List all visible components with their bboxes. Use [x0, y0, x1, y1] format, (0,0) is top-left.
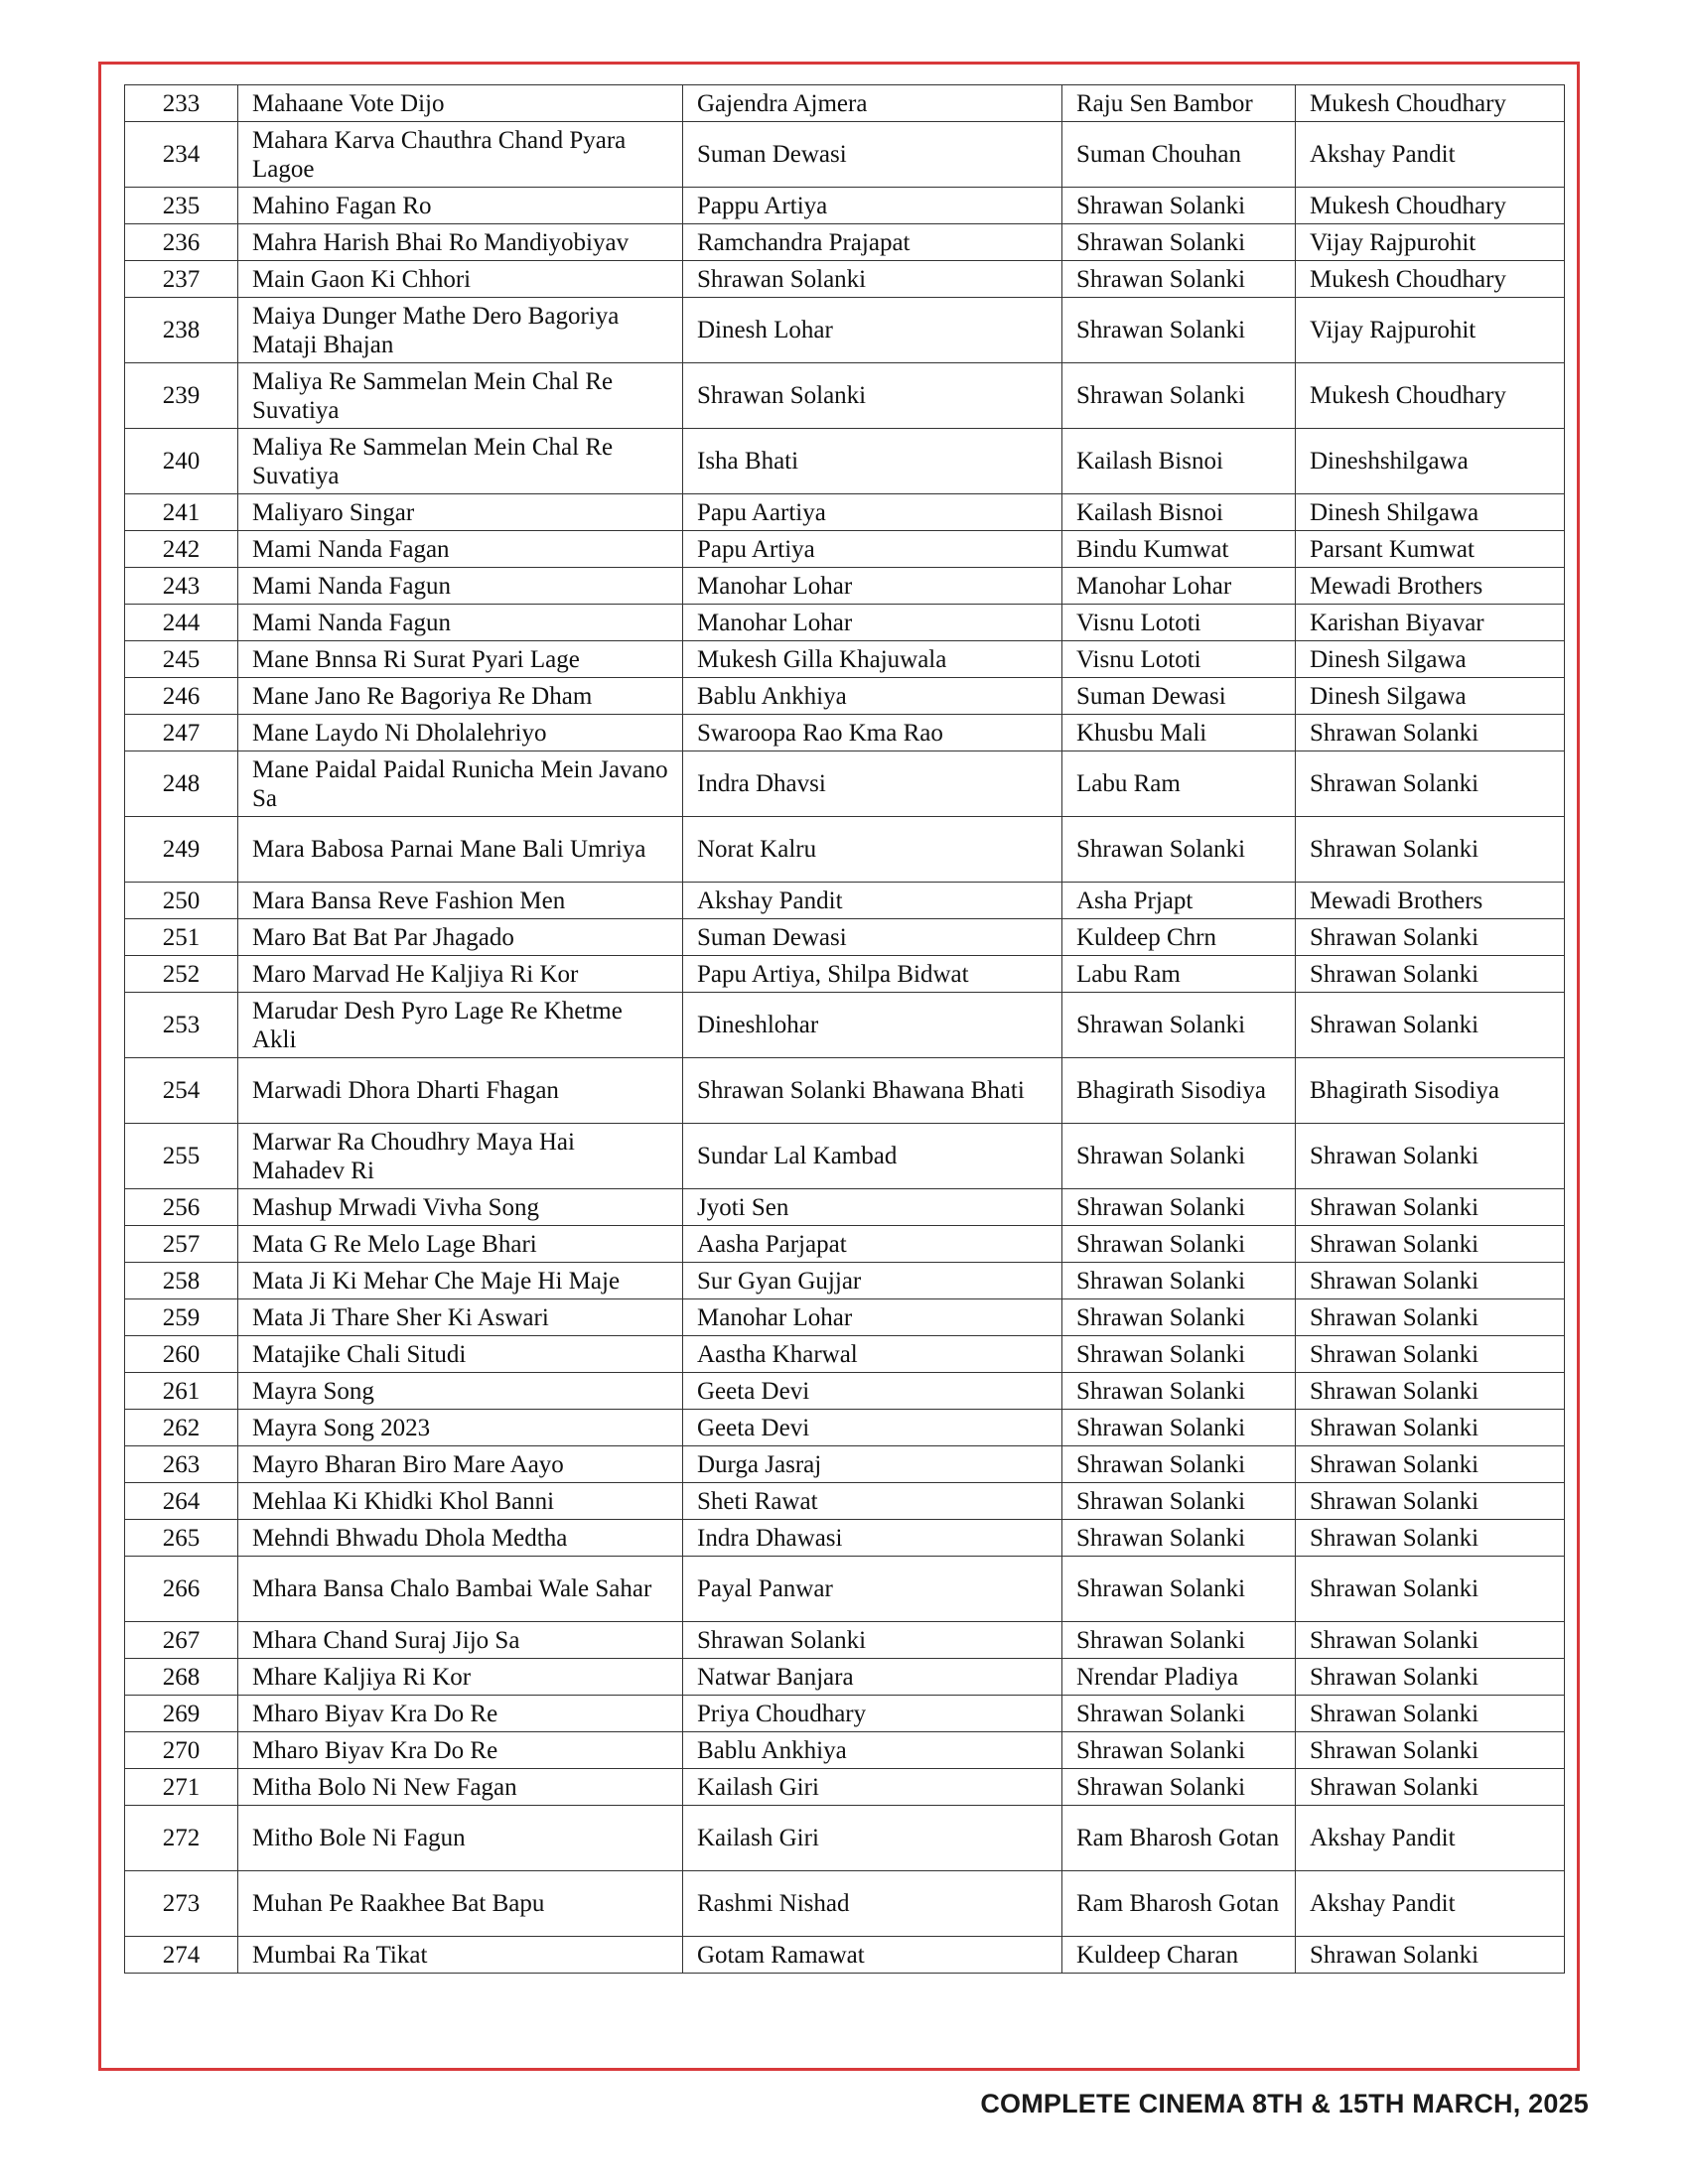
table-row	[125, 531, 1565, 568]
table-row	[125, 1446, 1565, 1483]
song-title-cell: Mahra Harish Bhai Ro Mandiyobiyav	[238, 224, 683, 261]
singer-cell: Sheti Rawat	[683, 1483, 1062, 1520]
serial-number-cell: 247	[125, 715, 238, 751]
song-title-cell: Mitha Bolo Ni New Fagan	[238, 1769, 683, 1806]
table-row	[125, 1058, 1565, 1124]
serial-number-cell: 265	[125, 1520, 238, 1557]
serial-number-cell: 264	[125, 1483, 238, 1520]
table-row	[125, 494, 1565, 531]
singer-cell: Manohar Lohar	[683, 605, 1062, 641]
singer-cell: Ramchandra Prajapat	[683, 224, 1062, 261]
song-title-cell: Mayro Bharan Biro Mare Aayo	[238, 1446, 683, 1483]
song-title-cell: Mami Nanda Fagan	[238, 531, 683, 568]
singer-cell: Jyoti Sen	[683, 1189, 1062, 1226]
singer-cell: Shrawan Solanki	[683, 261, 1062, 298]
composer-cell: Shrawan Solanki	[1296, 715, 1565, 751]
serial-number-cell: 254	[125, 1058, 238, 1124]
singer-cell: Norat Kalru	[683, 817, 1062, 883]
lyricist-cell: Asha Prjapt	[1062, 883, 1296, 919]
singer-cell: Aasha Parjapat	[683, 1226, 1062, 1263]
table-row	[125, 1124, 1565, 1189]
table-row	[125, 298, 1565, 363]
table-row	[125, 568, 1565, 605]
lyricist-cell: Shrawan Solanki	[1062, 261, 1296, 298]
singer-cell: Dinesh Lohar	[683, 298, 1062, 363]
table-row	[125, 363, 1565, 429]
serial-number-cell: 234	[125, 122, 238, 188]
table-row	[125, 1557, 1565, 1622]
composer-cell: Mukesh Choudhary	[1296, 363, 1565, 429]
table-row	[125, 605, 1565, 641]
lyricist-cell: Shrawan Solanki	[1062, 1557, 1296, 1622]
table-row	[125, 1410, 1565, 1446]
lyricist-cell: Shrawan Solanki	[1062, 1189, 1296, 1226]
lyricist-cell: Kailash Bisnoi	[1062, 429, 1296, 494]
serial-number-cell: 239	[125, 363, 238, 429]
serial-number-cell: 270	[125, 1732, 238, 1769]
serial-number-cell: 248	[125, 751, 238, 817]
lyricist-cell: Nrendar Pladiya	[1062, 1659, 1296, 1696]
song-title-cell: Main Gaon Ki Chhori	[238, 261, 683, 298]
lyricist-cell: Shrawan Solanki	[1062, 1336, 1296, 1373]
composer-cell: Akshay Pandit	[1296, 1806, 1565, 1871]
song-title-cell: Mata G Re Melo Lage Bhari	[238, 1226, 683, 1263]
singer-cell: Shrawan Solanki	[683, 363, 1062, 429]
lyricist-cell: Shrawan Solanki	[1062, 1446, 1296, 1483]
table-row	[125, 122, 1565, 188]
song-title-cell: Mahaane Vote Dijo	[238, 85, 683, 122]
singer-cell: Gotam Ramawat	[683, 1937, 1062, 1974]
singer-cell: Swaroopa Rao Kma Rao	[683, 715, 1062, 751]
composer-cell: Vijay Rajpurohit	[1296, 224, 1565, 261]
table-row	[125, 1373, 1565, 1410]
singer-cell: Suman Dewasi	[683, 919, 1062, 956]
lyricist-cell: Suman Dewasi	[1062, 678, 1296, 715]
song-title-cell: Matajike Chali Situdi	[238, 1336, 683, 1373]
lyricist-cell: Bindu Kumwat	[1062, 531, 1296, 568]
singer-cell: Shrawan Solanki	[683, 1622, 1062, 1659]
composer-cell: Akshay Pandit	[1296, 1871, 1565, 1937]
table-row	[125, 715, 1565, 751]
singer-cell: Shrawan Solanki Bhawana Bhati	[683, 1058, 1062, 1124]
lyricist-cell: Shrawan Solanki	[1062, 817, 1296, 883]
singer-cell: Sundar Lal Kambad	[683, 1124, 1062, 1189]
table-row	[125, 429, 1565, 494]
song-title-cell: Maro Bat Bat Par Jhagado	[238, 919, 683, 956]
composer-cell: Shrawan Solanki	[1296, 1263, 1565, 1299]
song-title-cell: Mharo Biyav Kra Do Re	[238, 1732, 683, 1769]
singer-cell: Dineshlohar	[683, 993, 1062, 1058]
song-title-cell: Mara Babosa Parnai Mane Bali Umriya	[238, 817, 683, 883]
table-row	[125, 1732, 1565, 1769]
singer-cell: Manohar Lohar	[683, 1299, 1062, 1336]
table-row	[125, 1189, 1565, 1226]
serial-number-cell: 255	[125, 1124, 238, 1189]
lyricist-cell: Shrawan Solanki	[1062, 1769, 1296, 1806]
singer-cell: Kailash Giri	[683, 1769, 1062, 1806]
song-title-cell: Mane Jano Re Bagoriya Re Dham	[238, 678, 683, 715]
song-title-cell: Mata Ji Thare Sher Ki Aswari	[238, 1299, 683, 1336]
composer-cell: Parsant Kumwat	[1296, 531, 1565, 568]
table-row	[125, 817, 1565, 883]
serial-number-cell: 246	[125, 678, 238, 715]
composer-cell: Mewadi Brothers	[1296, 568, 1565, 605]
singer-cell: Akshay Pandit	[683, 883, 1062, 919]
table-row	[125, 919, 1565, 956]
serial-number-cell: 240	[125, 429, 238, 494]
composer-cell: Shrawan Solanki	[1296, 1226, 1565, 1263]
serial-number-cell: 259	[125, 1299, 238, 1336]
composer-cell: Shrawan Solanki	[1296, 1937, 1565, 1974]
serial-number-cell: 263	[125, 1446, 238, 1483]
table-row	[125, 883, 1565, 919]
table-row	[125, 1483, 1565, 1520]
lyricist-cell: Labu Ram	[1062, 956, 1296, 993]
table-row	[125, 85, 1565, 122]
singer-cell: Sur Gyan Gujjar	[683, 1263, 1062, 1299]
table-row	[125, 1520, 1565, 1557]
table-row	[125, 261, 1565, 298]
song-title-cell: Mayra Song	[238, 1373, 683, 1410]
composer-cell: Mukesh Choudhary	[1296, 188, 1565, 224]
lyricist-cell: Shrawan Solanki	[1062, 1732, 1296, 1769]
serial-number-cell: 242	[125, 531, 238, 568]
composer-cell: Dinesh Silgawa	[1296, 678, 1565, 715]
lyricist-cell: Shrawan Solanki	[1062, 363, 1296, 429]
serial-number-cell: 268	[125, 1659, 238, 1696]
lyricist-cell: Shrawan Solanki	[1062, 188, 1296, 224]
singer-cell: Indra Dhavsi	[683, 751, 1062, 817]
table-row	[125, 1299, 1565, 1336]
serial-number-cell: 249	[125, 817, 238, 883]
song-title-cell: Mhara Chand Suraj Jijo Sa	[238, 1622, 683, 1659]
lyricist-cell: Kailash Bisnoi	[1062, 494, 1296, 531]
table-row	[125, 1622, 1565, 1659]
song-title-cell: Mayra Song 2023	[238, 1410, 683, 1446]
footer-text: COMPLETE CINEMA 8TH & 15TH MARCH, 2025	[980, 2089, 1589, 2118]
composer-cell: Shrawan Solanki	[1296, 1696, 1565, 1732]
lyricist-cell: Shrawan Solanki	[1062, 1373, 1296, 1410]
serial-number-cell: 273	[125, 1871, 238, 1937]
lyricist-cell: Shrawan Solanki	[1062, 1263, 1296, 1299]
serial-number-cell: 235	[125, 188, 238, 224]
serial-number-cell: 260	[125, 1336, 238, 1373]
serial-number-cell: 236	[125, 224, 238, 261]
song-title-cell: Mehndi Bhwadu Dhola Medtha	[238, 1520, 683, 1557]
serial-number-cell: 256	[125, 1189, 238, 1226]
song-title-cell: Mharo Biyav Kra Do Re	[238, 1696, 683, 1732]
composer-cell: Shrawan Solanki	[1296, 1622, 1565, 1659]
composer-cell: Karishan Biyavar	[1296, 605, 1565, 641]
serial-number-cell: 271	[125, 1769, 238, 1806]
serial-number-cell: 253	[125, 993, 238, 1058]
song-title-cell: Mehlaa Ki Khidki Khol Banni	[238, 1483, 683, 1520]
composer-cell: Shrawan Solanki	[1296, 1336, 1565, 1373]
lyricist-cell: Shrawan Solanki	[1062, 1696, 1296, 1732]
composer-cell: Shrawan Solanki	[1296, 1189, 1565, 1226]
lyricist-cell: Raju Sen Bambor	[1062, 85, 1296, 122]
serial-number-cell: 269	[125, 1696, 238, 1732]
serial-number-cell: 243	[125, 568, 238, 605]
song-title-cell: Mara Bansa Reve Fashion Men	[238, 883, 683, 919]
singer-cell: Papu Artiya	[683, 531, 1062, 568]
song-title-cell: Mashup Mrwadi Vivha Song	[238, 1189, 683, 1226]
composer-cell: Vijay Rajpurohit	[1296, 298, 1565, 363]
song-title-cell: Mane Laydo Ni Dholalehriyo	[238, 715, 683, 751]
composer-cell: Mukesh Choudhary	[1296, 85, 1565, 122]
table-row	[125, 1336, 1565, 1373]
composer-cell: Shrawan Solanki	[1296, 1373, 1565, 1410]
singer-cell: Mukesh Gilla Khajuwala	[683, 641, 1062, 678]
serial-number-cell: 238	[125, 298, 238, 363]
table-row	[125, 1696, 1565, 1732]
serial-number-cell: 250	[125, 883, 238, 919]
serial-number-cell: 262	[125, 1410, 238, 1446]
singer-cell: Manohar Lohar	[683, 568, 1062, 605]
singer-cell: Rashmi Nishad	[683, 1871, 1062, 1937]
song-table	[124, 84, 1565, 1974]
lyricist-cell: Shrawan Solanki	[1062, 993, 1296, 1058]
serial-number-cell: 257	[125, 1226, 238, 1263]
composer-cell: Shrawan Solanki	[1296, 1557, 1565, 1622]
serial-number-cell: 233	[125, 85, 238, 122]
table-row	[125, 956, 1565, 993]
composer-cell: Bhagirath Sisodiya	[1296, 1058, 1565, 1124]
song-title-cell: Maliyaro Singar	[238, 494, 683, 531]
table-row	[125, 993, 1565, 1058]
singer-cell: Isha Bhati	[683, 429, 1062, 494]
song-title-cell: Mane Bnnsa Ri Surat Pyari Lage	[238, 641, 683, 678]
singer-cell: Durga Jasraj	[683, 1446, 1062, 1483]
composer-cell: Mukesh Choudhary	[1296, 261, 1565, 298]
song-title-cell: Marwar Ra Choudhry Maya Hai Mahadev Ri	[238, 1124, 683, 1189]
song-title-cell: Maliya Re Sammelan Mein Chal Re Suvatiya	[238, 429, 683, 494]
composer-cell: Shrawan Solanki	[1296, 956, 1565, 993]
song-title-cell: Maliya Re Sammelan Mein Chal Re Suvatiya	[238, 363, 683, 429]
singer-cell: Kailash Giri	[683, 1806, 1062, 1871]
singer-cell: Geeta Devi	[683, 1373, 1062, 1410]
composer-cell: Dineshshilgawa	[1296, 429, 1565, 494]
lyricist-cell: Ram Bharosh Gotan	[1062, 1871, 1296, 1937]
composer-cell: Shrawan Solanki	[1296, 751, 1565, 817]
lyricist-cell: Visnu Lototi	[1062, 641, 1296, 678]
table-row	[125, 1806, 1565, 1871]
serial-number-cell: 274	[125, 1937, 238, 1974]
lyricist-cell: Visnu Lototi	[1062, 605, 1296, 641]
singer-cell: Suman Dewasi	[683, 122, 1062, 188]
song-title-cell: Mahara Karva Chauthra Chand Pyara Lagoe	[238, 122, 683, 188]
composer-cell: Shrawan Solanki	[1296, 1483, 1565, 1520]
composer-cell: Shrawan Solanki	[1296, 1124, 1565, 1189]
lyricist-cell: Manohar Lohar	[1062, 568, 1296, 605]
song-title-cell: Mane Paidal Paidal Runicha Mein Javano Sa	[238, 751, 683, 817]
composer-cell: Shrawan Solanki	[1296, 817, 1565, 883]
lyricist-cell: Shrawan Solanki	[1062, 1299, 1296, 1336]
table-row	[125, 1226, 1565, 1263]
song-title-cell: Mitho Bole Ni Fagun	[238, 1806, 683, 1871]
lyricist-cell: Shrawan Solanki	[1062, 1410, 1296, 1446]
song-title-cell: Mata Ji Ki Mehar Che Maje Hi Maje	[238, 1263, 683, 1299]
table-row	[125, 678, 1565, 715]
song-title-cell: Mami Nanda Fagun	[238, 605, 683, 641]
lyricist-cell: Shrawan Solanki	[1062, 1483, 1296, 1520]
composer-cell: Shrawan Solanki	[1296, 1446, 1565, 1483]
song-title-cell: Mhara Bansa Chalo Bambai Wale Sahar	[238, 1557, 683, 1622]
composer-cell: Akshay Pandit	[1296, 122, 1565, 188]
singer-cell: Geeta Devi	[683, 1410, 1062, 1446]
singer-cell: Pappu Artiya	[683, 188, 1062, 224]
lyricist-cell: Suman Chouhan	[1062, 122, 1296, 188]
composer-cell: Mewadi Brothers	[1296, 883, 1565, 919]
lyricist-cell: Khusbu Mali	[1062, 715, 1296, 751]
song-title-cell: Marudar Desh Pyro Lage Re Khetme Akli	[238, 993, 683, 1058]
song-title-cell: Marwadi Dhora Dharti Fhagan	[238, 1058, 683, 1124]
table-row	[125, 1769, 1565, 1806]
lyricist-cell: Shrawan Solanki	[1062, 1124, 1296, 1189]
table-row	[125, 224, 1565, 261]
table-row	[125, 751, 1565, 817]
singer-cell: Priya Choudhary	[683, 1696, 1062, 1732]
lyricist-cell: Shrawan Solanki	[1062, 1622, 1296, 1659]
lyricist-cell: Kuldeep Charan	[1062, 1937, 1296, 1974]
composer-cell: Dinesh Silgawa	[1296, 641, 1565, 678]
lyricist-cell: Labu Ram	[1062, 751, 1296, 817]
singer-cell: Papu Artiya, Shilpa Bidwat	[683, 956, 1062, 993]
song-title-cell: Mumbai Ra Tikat	[238, 1937, 683, 1974]
serial-number-cell: 258	[125, 1263, 238, 1299]
table-row	[125, 1263, 1565, 1299]
composer-cell: Shrawan Solanki	[1296, 1769, 1565, 1806]
serial-number-cell: 267	[125, 1622, 238, 1659]
lyricist-cell: Shrawan Solanki	[1062, 298, 1296, 363]
composer-cell: Shrawan Solanki	[1296, 919, 1565, 956]
singer-cell: Papu Aartiya	[683, 494, 1062, 531]
lyricist-cell: Shrawan Solanki	[1062, 1520, 1296, 1557]
serial-number-cell: 251	[125, 919, 238, 956]
composer-cell: Shrawan Solanki	[1296, 1732, 1565, 1769]
composer-cell: Shrawan Solanki	[1296, 1520, 1565, 1557]
singer-cell: Payal Panwar	[683, 1557, 1062, 1622]
lyricist-cell: Shrawan Solanki	[1062, 224, 1296, 261]
song-table-body	[125, 85, 1565, 1974]
composer-cell: Dinesh Shilgawa	[1296, 494, 1565, 531]
serial-number-cell: 266	[125, 1557, 238, 1622]
lyricist-cell: Bhagirath Sisodiya	[1062, 1058, 1296, 1124]
song-title-cell: Mhare Kaljiya Ri Kor	[238, 1659, 683, 1696]
singer-cell: Indra Dhawasi	[683, 1520, 1062, 1557]
singer-cell: Gajendra Ajmera	[683, 85, 1062, 122]
table-row	[125, 188, 1565, 224]
serial-number-cell: 272	[125, 1806, 238, 1871]
singer-cell: Bablu Ankhiya	[683, 678, 1062, 715]
table-row	[125, 1659, 1565, 1696]
serial-number-cell: 237	[125, 261, 238, 298]
lyricist-cell: Kuldeep Chrn	[1062, 919, 1296, 956]
composer-cell: Shrawan Solanki	[1296, 993, 1565, 1058]
composer-cell: Shrawan Solanki	[1296, 1659, 1565, 1696]
serial-number-cell: 241	[125, 494, 238, 531]
song-title-cell: Mahino Fagan Ro	[238, 188, 683, 224]
table-row	[125, 1937, 1565, 1974]
serial-number-cell: 261	[125, 1373, 238, 1410]
song-title-cell: Maiya Dunger Mathe Dero Bagoriya Mataji Bhajan	[238, 298, 683, 363]
song-title-cell: Mami Nanda Fagun	[238, 568, 683, 605]
serial-number-cell: 244	[125, 605, 238, 641]
composer-cell: Shrawan Solanki	[1296, 1299, 1565, 1336]
serial-number-cell: 245	[125, 641, 238, 678]
song-title-cell: Maro Marvad He Kaljiya Ri Kor	[238, 956, 683, 993]
singer-cell: Aastha Kharwal	[683, 1336, 1062, 1373]
serial-number-cell: 252	[125, 956, 238, 993]
table-row	[125, 1871, 1565, 1937]
singer-cell: Natwar Banjara	[683, 1659, 1062, 1696]
lyricist-cell: Ram Bharosh Gotan	[1062, 1806, 1296, 1871]
lyricist-cell: Shrawan Solanki	[1062, 1226, 1296, 1263]
singer-cell: Bablu Ankhiya	[683, 1732, 1062, 1769]
song-title-cell: Muhan Pe Raakhee Bat Bapu	[238, 1871, 683, 1937]
composer-cell: Shrawan Solanki	[1296, 1410, 1565, 1446]
table-row	[125, 641, 1565, 678]
